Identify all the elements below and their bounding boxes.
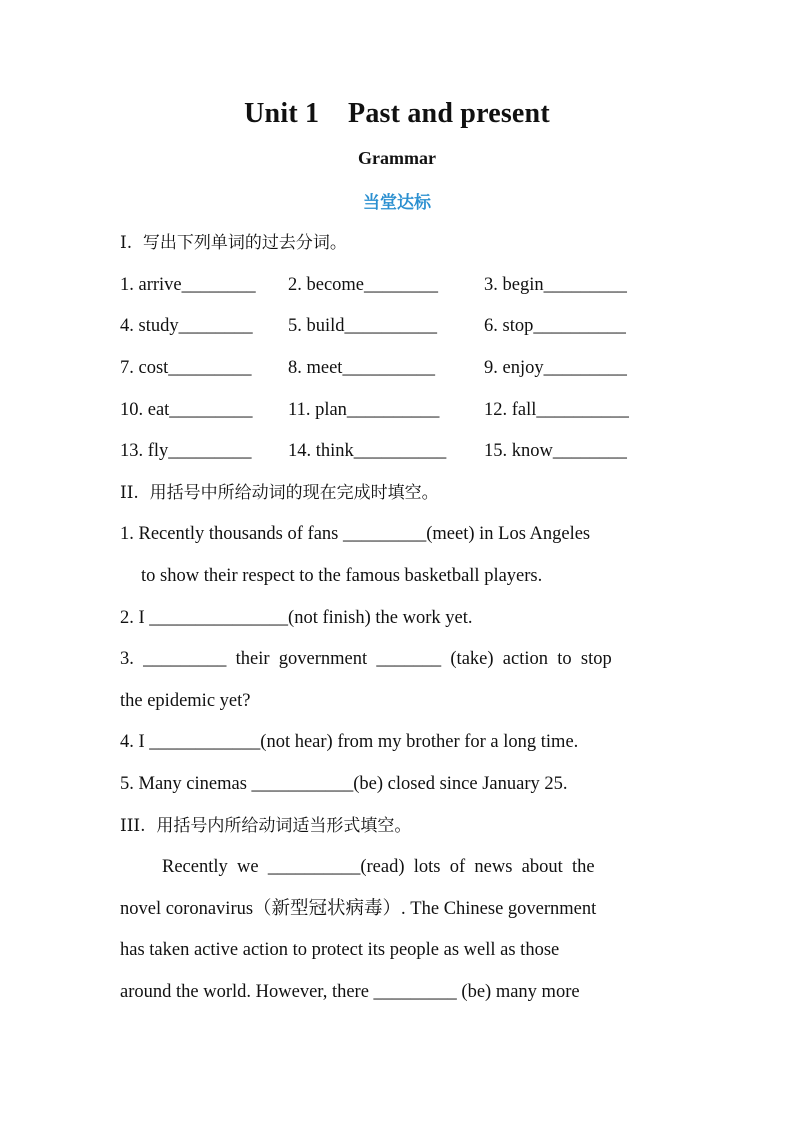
exercise-item: 10. eat_________ [120, 400, 253, 420]
section-2-heading: II. 用括号中所给动词的现在完成时填空。 [120, 483, 439, 503]
exercise-item: 11. plan__________ [288, 400, 440, 420]
question-3-line-1: 3. _________ their government _______ (take) action to stop [120, 649, 612, 669]
exercise-item: 1. arrive________ [120, 275, 256, 295]
page-subtitle: Grammar [358, 148, 436, 168]
exercise-item: 13. fly_________ [120, 441, 252, 461]
exercise-item: 6. stop__________ [484, 316, 626, 336]
exercise-item: 14. think__________ [288, 441, 447, 461]
exercise-item: 4. study________ [120, 316, 253, 336]
question-1-line-1: 1. Recently thousands of fans _________(meet) in Los Angeles [120, 524, 591, 544]
exercise-item: 3. begin_________ [484, 275, 627, 295]
exercise-item: 5. build__________ [288, 316, 438, 336]
passage-line-1: Recently we __________(read) lots of news about the [162, 857, 595, 877]
question-4: 4. I ____________(not hear) from my brother for a long time. [120, 732, 579, 752]
exercise-item: 15. know________ [484, 441, 627, 461]
exercise-item: 2. become________ [288, 275, 439, 295]
section-1-heading: I. 写出下列单词的过去分词。 [120, 233, 347, 253]
question-5: 5. Many cinemas ___________(be) closed since January 25. [120, 774, 568, 794]
passage-line-3: has taken active action to protect its people as well as those [120, 940, 560, 960]
exercise-item: 8. meet__________ [288, 358, 435, 378]
section-label: 当堂达标 [363, 193, 431, 213]
passage-line-2: novel coronavirus（新型冠状病毒）. The Chinese government [120, 899, 597, 919]
question-3-line-2: the epidemic yet? [120, 691, 251, 711]
exercise-item: 9. enjoy_________ [484, 358, 627, 378]
exercise-item: 12. fall__________ [484, 400, 629, 420]
passage-line-4: around the world. However, there _________ (be) many more [120, 982, 580, 1002]
exercise-item: 7. cost_________ [120, 358, 252, 378]
question-1-line-2: to show their respect to the famous basketball players. [141, 566, 543, 586]
question-2: 2. I _______________(not finish) the work yet. [120, 608, 473, 628]
page-title: Unit 1 Past and present [244, 98, 550, 129]
section-3-heading: III. 用括号内所给动词适当形式填空。 [120, 816, 412, 836]
